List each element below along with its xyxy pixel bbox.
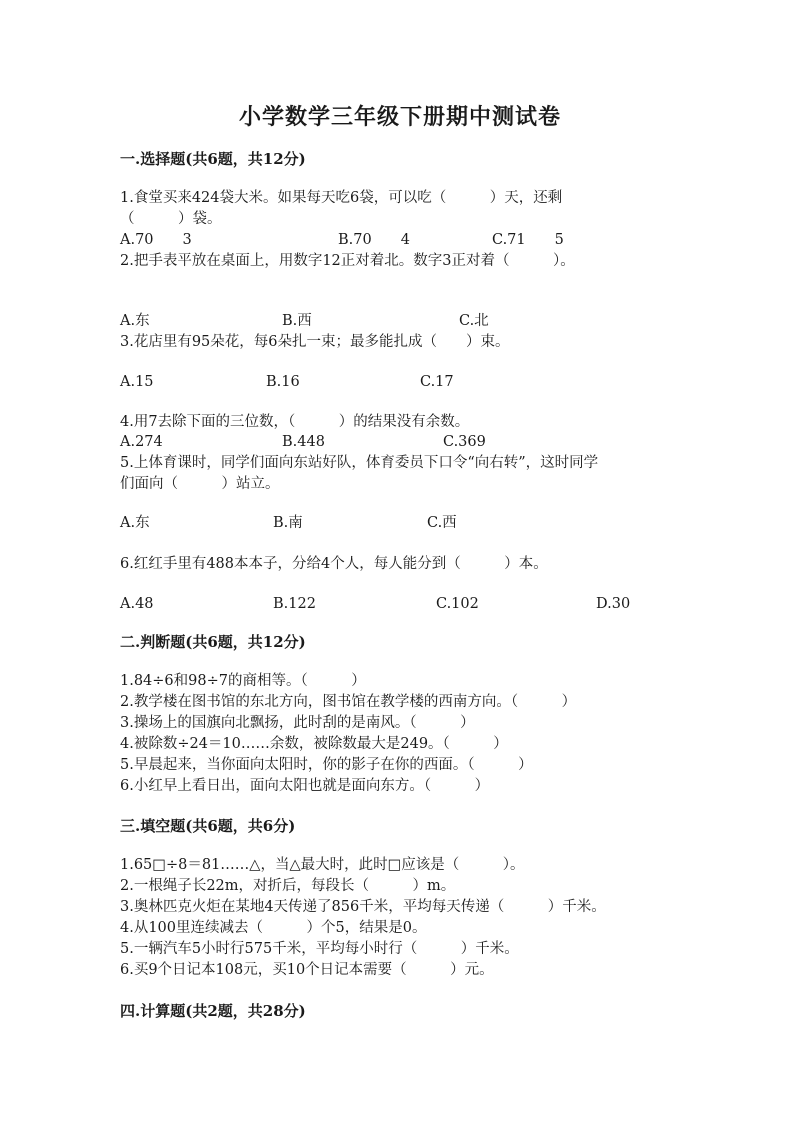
question-3-option-b: B.16 [266, 374, 300, 390]
section-heading-choice: 一.选择题(共6题，共12分) [120, 150, 306, 168]
section-heading-calculation: 四.计算题(共2题，共28分) [120, 1002, 306, 1020]
question-2-option-b: B.西 [282, 313, 312, 329]
question-5-line-1: 5.上体育课时，同学们面向东站好队，体育委员下口令“向右转”，这时同学 [120, 455, 599, 471]
question-3-option-c: C.17 [420, 374, 454, 390]
question-6-option-b: B.122 [273, 596, 316, 612]
question-2-option-a: A.东 [120, 313, 150, 329]
question-4-option-b: B.448 [282, 434, 325, 450]
fill-item-6: 6.买9个日记本108元，买10个日记本需要（ ）元。 [120, 962, 494, 978]
judgement-item-6: 6.小红早上看日出，面向太阳也就是面向东方。（ ） [120, 778, 490, 794]
question-5-option-a: A.东 [120, 515, 150, 531]
question-4-option-a: A.274 [120, 434, 163, 450]
fill-item-5: 5.一辆汽车5小时行575千米，平均每小时行（ ）千米。 [120, 941, 519, 957]
question-5-option-b: B.南 [273, 515, 303, 531]
judgement-item-1: 1.84÷6和98÷7的商相等。（ ） [120, 673, 366, 689]
question-1-line-2: （ ）袋。 [120, 211, 222, 227]
judgement-item-5: 5.早晨起来，当你面向太阳时，你的影子在你的西面。（ ） [120, 757, 533, 773]
fill-item-4: 4.从100里连续减去（ ）个5，结果是0。 [120, 920, 427, 936]
question-2-option-c: C.北 [459, 313, 489, 329]
page-title: 小学数学三年级下册期中测试卷 [238, 104, 561, 130]
section-heading-judgement: 二.判断题(共6题，共12分) [120, 633, 306, 651]
question-5-line-2: 们面向（ ）站立。 [120, 476, 280, 492]
question-6-line-1: 6.红红手里有488本本子，分给4个人，每人能分到（ ）本。 [120, 556, 548, 572]
question-2-line-1: 2.把手表平放在桌面上，用数字12正对着北。数字3正对着（ ）。 [120, 253, 575, 269]
fill-item-1: 1.65□÷8＝81……△，当△最大时，此时□应该是（ ）。 [120, 857, 525, 873]
question-4-option-c: C.369 [443, 434, 486, 450]
judgement-item-2: 2.教学楼在图书馆的东北方向，图书馆在教学楼的西南方向。（ ） [120, 694, 577, 710]
section-heading-fill: 三.填空题(共6题，共6分) [120, 817, 296, 835]
fill-item-2: 2.一根绳子长22m，对折后，每段长（ ）m。 [120, 878, 456, 894]
question-3-line-1: 3.花店里有95朵花，每6朵扎一束；最多能扎成（ ）束。 [120, 334, 510, 350]
question-1-option-a: A.70 3 [120, 232, 192, 248]
question-3-option-a: A.15 [120, 374, 154, 390]
fill-item-3: 3.奥林匹克火炬在某地4天传递了856千米，平均每天传递（ ）千米。 [120, 899, 606, 915]
question-1-option-c: C.71 5 [492, 232, 564, 248]
judgement-item-3: 3.操场上的国旗向北飘扬，此时刮的是南风。（ ） [120, 715, 475, 731]
judgement-item-4: 4.被除数÷24＝10……余数，被除数最大是249。（ ） [120, 736, 508, 752]
question-6-option-d: D.30 [596, 596, 631, 612]
question-1-line-1: 1.食堂买来424袋大米。如果每天吃6袋，可以吃（ ）天，还剩 [120, 190, 563, 206]
question-1-option-b: B.70 4 [338, 232, 410, 248]
question-4-line-1: 4.用7去除下面的三位数，（ ）的结果没有余数。 [120, 414, 470, 430]
question-5-option-c: C.西 [427, 515, 457, 531]
question-6-option-a: A.48 [120, 596, 154, 612]
question-6-option-c: C.102 [436, 596, 479, 612]
